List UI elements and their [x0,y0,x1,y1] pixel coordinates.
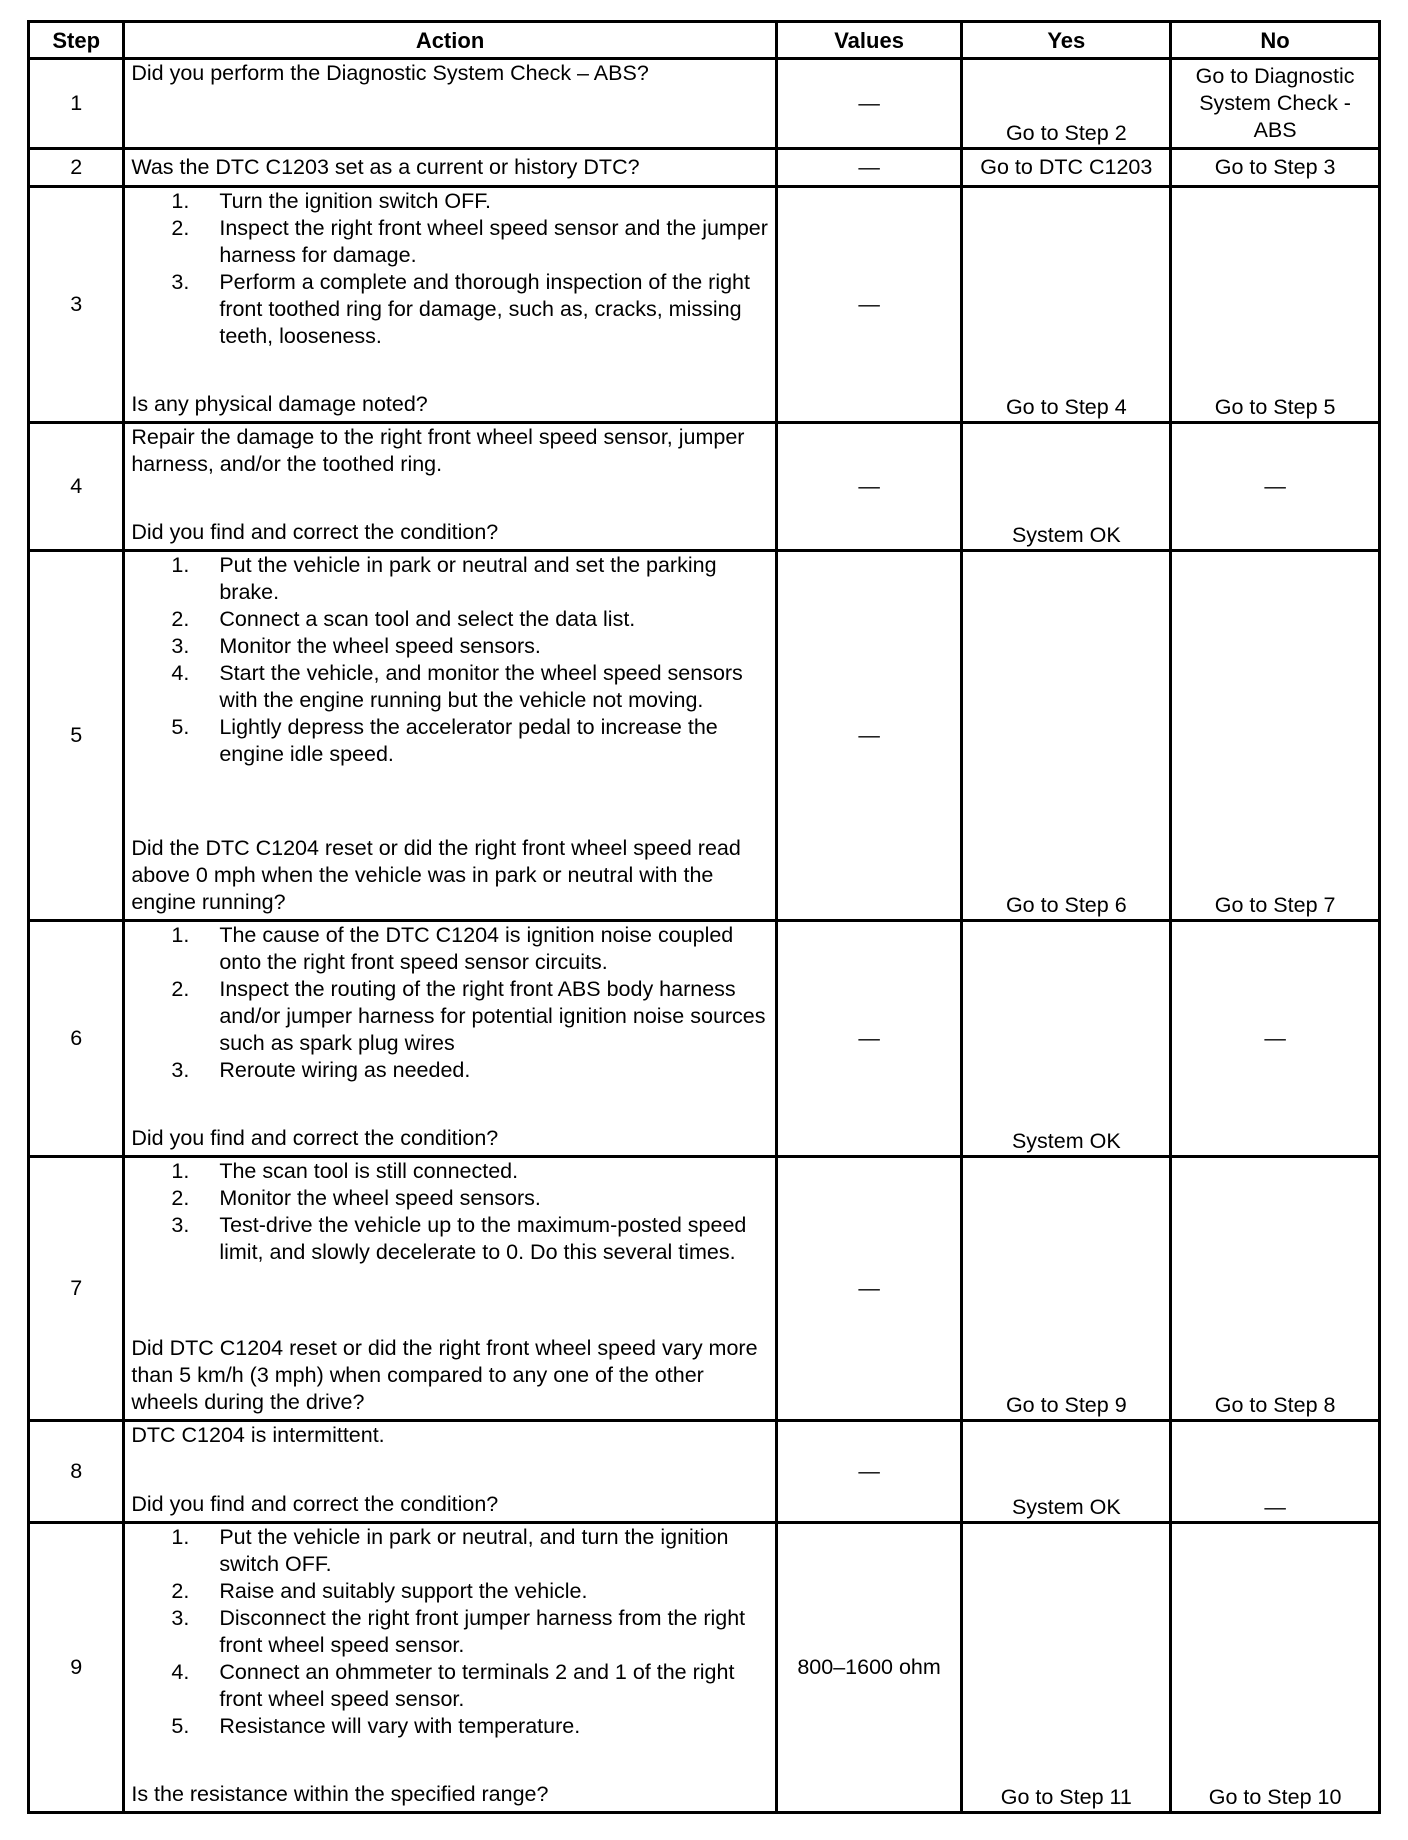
table-row [29,59,1380,149]
yes-cell: System OK [962,1421,1171,1523]
list-item: 1. The scan tool is still connected. [171,1159,519,1183]
value-cell: — [776,59,962,149]
table-row [29,1421,1380,1523]
list-item: 1. The cause of the DTC C1204 is ignition noise coupled onto the right front speed sensor circuits. [171,923,734,974]
list-item: 1. Turn the ignition switch OFF. [171,189,491,213]
step-number: 8 [29,1421,124,1523]
step-number: 4 [29,423,124,551]
header-action: Action [124,22,776,59]
action-question: Is any physical damage noted? [131,392,428,416]
list-item: 3. Test-drive the vehicle up to the maximum-posted speed limit, and slowly decelerate to 0. Do this several times. [171,1213,747,1264]
action-steps [131,552,768,768]
action-cell [124,59,776,149]
list-item: 4. Connect an ohmmeter to terminals 2 and 1 of the right front wheel speed sensor. [171,1660,735,1711]
yes-cell: Go to Step 9 [962,1157,1171,1421]
header-yes: Yes [962,22,1171,59]
list-item: 5. Lightly depress the accelerator pedal to increase the engine idle speed. [171,715,718,766]
action-cell [124,1523,776,1813]
action-question: Did you find and correct the condition? [131,520,499,544]
value-cell: — [776,1157,962,1421]
action-question: Did the DTC C1204 reset or did the right front wheel speed read above 0 mph when the vehicle was in park or neutral with the engine running? [131,836,741,914]
value-cell: 800–1600 ohm [776,1523,962,1813]
yes-cell: Go to Step 2 [962,59,1171,149]
no-cell: Go to Step 10 [1171,1523,1380,1813]
list-item: 2. Connect a scan tool and select the data list. [171,607,636,631]
diagnostic-table [27,20,1381,1814]
no-cell: — [1171,423,1380,551]
action-cell [124,187,776,423]
list-item: 2. Raise and suitably support the vehicle. [171,1579,588,1603]
action-text: Did you perform the Diagnostic System Check – ABS? [131,61,649,85]
list-item: 3. Perform a complete and thorough inspection of the right front toothed ring for damage, such as, cracks, missing teeth, looseness. [171,270,750,348]
table-row [29,149,1380,187]
action-steps [131,922,768,1084]
yes-cell: Go to Step 4 [962,187,1171,423]
no-cell: Go to Step 8 [1171,1157,1380,1421]
action-question: Did DTC C1204 reset or did the right front wheel speed vary more than 5 km/h (3 mph) when compared to any one of the other wheels during the drive? [131,1336,758,1414]
yes-cell: System OK [962,423,1171,551]
value-cell: — [776,149,962,187]
action-question: Is the resistance within the specified range? [131,1782,549,1806]
list-item: 4. Start the vehicle, and monitor the wheel speed sensors with the engine running but the vehicle not moving. [171,661,743,712]
no-cell: Go to Step 7 [1171,551,1380,921]
step-number: 5 [29,551,124,921]
no-cell: — [1171,921,1380,1157]
action-cell [124,551,776,921]
step-number: 2 [29,149,124,187]
table-row [29,187,1380,423]
header-values: Values [776,22,962,59]
value-cell: — [776,423,962,551]
value-cell: — [776,1421,962,1523]
table-row [29,921,1380,1157]
table-row [29,423,1380,551]
action-question: Did you find and correct the condition? [131,1492,499,1516]
table-row [29,1523,1380,1813]
table-row [29,551,1380,921]
yes-cell: Go to Step 11 [962,1523,1171,1813]
action-steps [131,188,768,350]
step-number: 1 [29,59,124,149]
step-number: 7 [29,1157,124,1421]
no-cell: Go to Step 5 [1171,187,1380,423]
step-number: 3 [29,187,124,423]
list-item: 3. Disconnect the right front jumper harness from the right front wheel speed sensor. [171,1606,746,1657]
yes-cell: Go to Step 6 [962,551,1171,921]
header-step: Step [29,22,124,59]
action-steps [131,1158,768,1266]
list-item: 1. Put the vehicle in park or neutral and set the parking brake. [171,553,717,604]
action-steps [131,1524,768,1740]
list-item: 1. Put the vehicle in park or neutral, and turn the ignition switch OFF. [171,1525,729,1576]
action-text: Was the DTC C1203 set as a current or history DTC? [131,155,640,179]
list-item: 2. Monitor the wheel speed sensors. [171,1186,541,1210]
action-question: Did you find and correct the condition? [131,1126,499,1150]
step-number: 9 [29,1523,124,1813]
yes-cell: Go to DTC C1203 [962,149,1171,187]
no-cell: — [1171,1421,1380,1523]
action-cell [124,423,776,551]
action-text: Repair the damage to the right front wheel speed sensor, jumper harness, and/or the toothed ring. [131,425,745,476]
action-cell [124,149,776,187]
list-item: 3. Monitor the wheel speed sensors. [171,634,541,658]
no-cell: Go to Step 3 [1171,149,1380,187]
value-cell: — [776,551,962,921]
value-cell: — [776,187,962,423]
step-number: 6 [29,921,124,1157]
action-cell [124,1421,776,1523]
yes-cell: System OK [962,921,1171,1157]
action-text: DTC C1204 is intermittent. [131,1423,385,1447]
header-no: No [1171,22,1380,59]
list-item: 5. Resistance will vary with temperature. [171,1714,581,1738]
value-cell: — [776,921,962,1157]
list-item: 2. Inspect the right front wheel speed sensor and the jumper harness for damage. [171,216,768,267]
list-item: 2. Inspect the routing of the right front ABS body harness and/or jumper harness for potential ignition noise sources such as spark plug wires [171,977,766,1055]
action-cell [124,1157,776,1421]
action-cell [124,921,776,1157]
table-row [29,1157,1380,1421]
no-cell: Go to Diagnostic System Check - ABS [1171,59,1380,149]
list-item: 3. Reroute wiring as needed. [171,1058,471,1082]
header-row [29,22,1380,59]
